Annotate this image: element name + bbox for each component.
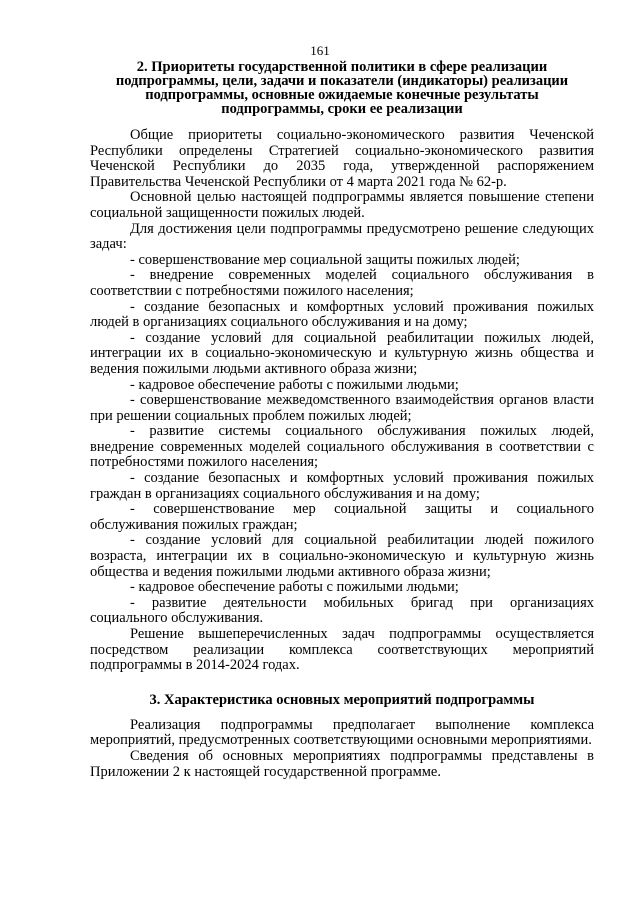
task-item: - совершенствование мер социальной защиты пожилых людей; — [130, 251, 520, 268]
section-2-title — [90, 60, 594, 116]
section-2-title-line: подпрограммы, сроки ее реализации — [221, 101, 463, 117]
section-2-title-line: подпрограммы, основные ожидаемые конечные результаты — [145, 87, 539, 103]
goal-paragraph: Основной целью настоящей подпрограммы является повышение степени социальной защищенности пожилых людей. — [90, 189, 594, 221]
task-item: - внедрение современных моделей социального обслуживания в соответствии с потребностями пожилого населения; — [90, 267, 594, 299]
section-3-paragraph: Сведения об основных мероприятиях подпрограммы представлены в Приложении 2 к настоящей государственной программе. — [90, 747, 594, 780]
page-content — [90, 60, 594, 780]
closing-paragraph: Решение вышеперечисленных задач подпрограммы осуществляется посредством реализации комплекса соответствующих мероприятий подпрограммы в 2014-2024 годах. — [90, 626, 594, 674]
task-item: - кадровое обеспечение работы с пожилыми людьми; — [130, 376, 459, 393]
intro-paragraph: Общие приоритеты социально-экономического развития Чеченской Республики определены Стратегией социально-экономического развития Чеченской Республики до 2035 года, утвержденной распоряжением Правительства Чеченской Республики от 4 марта 2021 года № 62-р. — [90, 127, 594, 190]
section-3-paragraph: Реализация подпрограммы предполагает выполнение комплекса мероприятий, предусмотренных соответствующими основными мероприятиями. — [90, 716, 594, 749]
tasks-list — [90, 253, 594, 627]
section-2-title-line: 2. Приоритеты государственной политики в сфере реализации — [136, 59, 548, 75]
tasks-intro-paragraph: Для достижения цели подпрограммы предусмотрено решение следующих задач: — [90, 220, 594, 253]
task-item: - развитие деятельности мобильных бригад при организациях социального обслуживания. — [90, 594, 594, 627]
task-item: - совершенствование межведомственного взаимодействия органов власти при решении социальных проблем пожилых людей; — [90, 392, 594, 424]
task-item: - создание безопасных и комфортных условий проживания пожилых людей в организациях социального обслуживания и на дому; — [90, 298, 594, 331]
task-item: - создание условий для социальной реабилитации людей пожилого возраста, интеграции их в социально-экономическую и культурную жизнь общества и ведения пожилыми людьми активного образа жизни; — [90, 532, 594, 580]
task-item: - создание условий для социальной реабилитации пожилых людей, интеграции их в социально-экономическую и культурную жизнь общества и ведения пожилыми людьми активного образа жизни; — [90, 329, 594, 377]
task-item: - развитие системы социального обслуживания пожилых людей, внедрение современных моделей социального обслуживания в соответствии с потребностями пожилого населения; — [90, 423, 594, 471]
task-item: - создание безопасных и комфортных условий проживания пожилых граждан в организациях социального обслуживания и на дому; — [90, 470, 594, 502]
section-2-title-line: подпрограммы, цели, задачи и показатели (индикаторы) реализации — [115, 73, 569, 89]
section-3-title: 3. Характеристика основных мероприятий подпрограммы — [149, 691, 535, 708]
task-item: - кадровое обеспечение работы с пожилыми людьми; — [130, 579, 459, 596]
page-number: 161 — [310, 43, 330, 58]
task-item: - совершенствование мер социальной защиты и социального обслуживания пожилых граждан; — [90, 501, 594, 533]
